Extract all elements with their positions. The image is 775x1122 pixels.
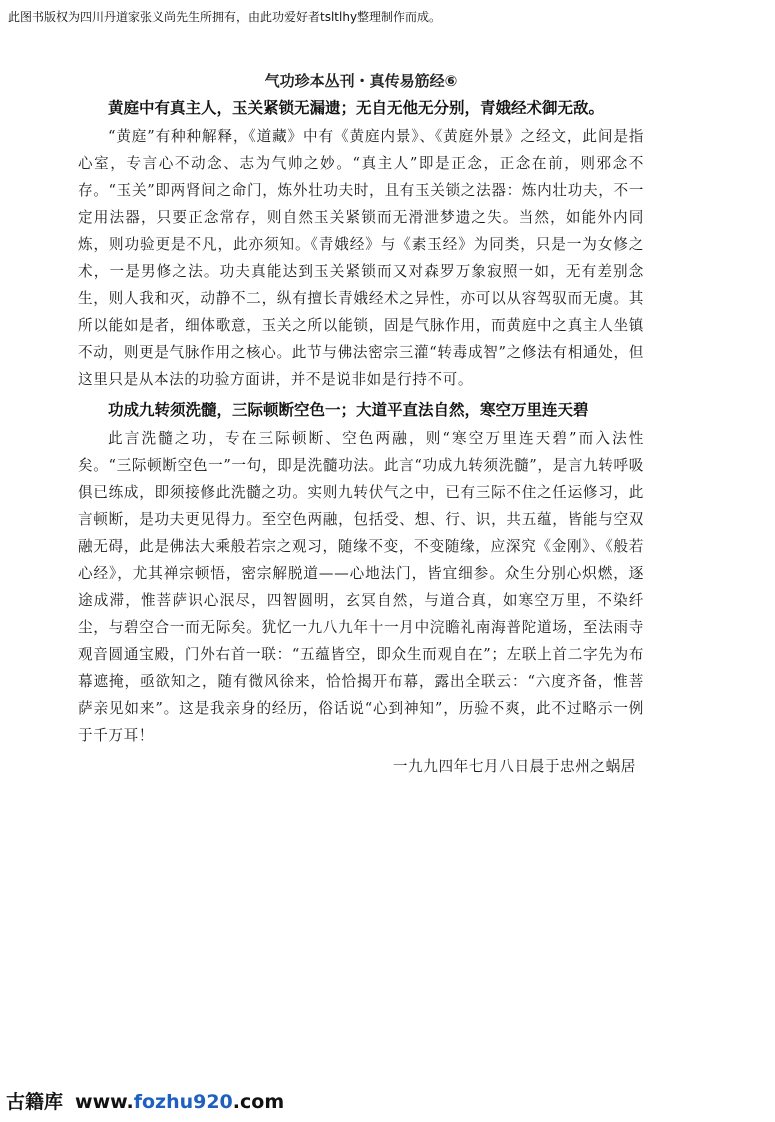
site-footer [6, 1087, 284, 1114]
scanned-page [78, 70, 644, 780]
section-heading: 功成九转须洗髓，三际顿断空色一；大道平直法自然，寒空万里连天碧 [108, 401, 589, 419]
section-heading: 黄庭中有真主人，玉关紧锁无漏遗；无自无他无分别，青娥经术御无敌。 [108, 99, 605, 117]
copyright-notice: 此图书版权为四川丹道家张义尚先生所拥有，由此功爱好者tsltlhy整理制作而成。 [8, 10, 442, 24]
url-domain: fozhu920 [133, 1091, 233, 1113]
site-url-link[interactable] [75, 1091, 284, 1113]
url-suffix: .com [232, 1091, 285, 1113]
section-body: 此言洗髓之功，专在三际顿断、空色两融，则“寒空万里连天碧”而入法性矣。“三际顿断空色一”一句，即是洗髓功法。此言“功成九转须洗髓”，是言九转呼吸俱已练成，即须接修此洗髓之功。实则九转伏气之中，已有三际不住之任运修习，此言顿断，是功夫更见得力。至空色两融，包括受、想、行、识，共五蕴，皆能与空双融无碍，此是佛法大乘般若宗之观习，随缘不变，不变随缘，应深究《金刚》、《般若心经》，尤其禅宗顿悟，密宗解脱道——心地法门，皆宜细参。众生分别心炽燃，逐途成滞，惟菩萨识心泯尽，四智圆明，玄冥自然，与道合真，如寒空万里，不染纤尘，与碧空合一而无际矣。犹忆一九八九年十一月中浣瞻礼南海普陀道场，至法雨寺观音圆通宝殿，门外右首一联：“五蕴皆空，即众生而观自在”；左联上首二字先为布幕遮掩，亟欲知之，随有微风徐来，恰恰揭开布幕，露出全联云：“六度齐备，惟菩萨亲见如来”。这是我亲身的经历，俗话说“心到神知”，历验不爽，此不过略示一例于千万耳！ [78, 430, 644, 744]
site-name: 古籍库 [6, 1091, 64, 1113]
url-prefix: www. [75, 1091, 134, 1113]
signature-date: 一九九四年七月八日晨于忠州之蜗居 [392, 758, 636, 775]
page-title: 气功珍本丛刊・真传易筋经⑥ [264, 72, 458, 90]
section-body: “黄庭”有种种解释，《道藏》中有《黄庭内景》、《黄庭外景》之经文，此间是指心室，专言心不动念、志为气帅之妙。“真主人”即是正念，正念在前，则邪念不存。“玉关”即两肾间之命门，炼外壮功夫时，且有玉关锁之法器：炼内壮功夫，不一定用法器，只要正念常存，则自然玉关紧锁而无滑泄梦遗之失。当然，如能外内同炼，则功验更是不凡，此亦须知。《青娥经》与《素玉经》为同类，只是一为女修之术，一是男修之法。功夫真能达到玉关紧锁而又对森罗万象寂照一如，无有差别念生，则人我和灭，动静不二，纵有擅长青娥经术之异性，亦可以从容驾驭而无虞。其所以能如是者，细体歌意，玉关之所以能锁，固是气脉作用，而黄庭中之真主人坐镇不动，则更是气脉作用之核心。此节与佛法密宗三灌“转毒成智”之修法有相通处，但这里只是从本法的功验方面讲，并不是说非如是行持不可。 [78, 128, 644, 388]
